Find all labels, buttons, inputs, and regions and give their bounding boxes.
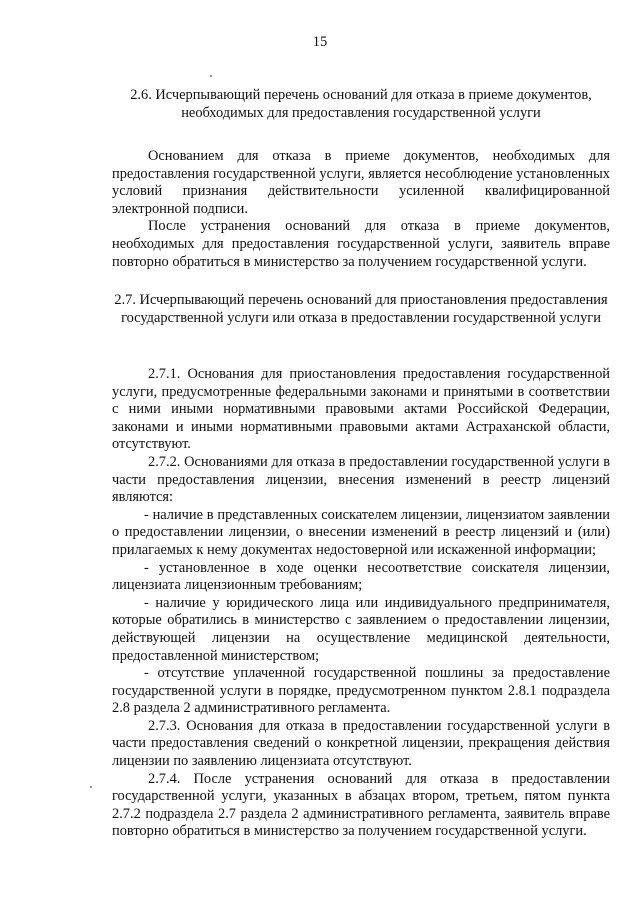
section-2-6-body — [112, 148, 610, 271]
list-item: - установленное в ходе оценки несоответствие соискателя лицензии, лицензиата лицензионным требованиям; — [112, 559, 610, 594]
list-item: - отсутствие уплаченной государственной пошлины за предоставление государственной услуги в порядке, предусмотренном пунктом 2.8.1 подраздела 2.8 раздела 2 административного регламента. — [112, 665, 610, 717]
scan-speck — [90, 786, 92, 788]
scan-speck — [210, 75, 212, 77]
section-2-7-body — [112, 366, 610, 841]
paragraph-2-7-4: 2.7.4. После устранения оснований для отказа в предоставлении государственной услуги, указанных в абзацах втором, третьем, пятом пункта 2.7.2 подраздела 2.7 раздела 2 административного регламента, заявитель вправе повторно обратиться в министерство за получением государственной услуги. — [112, 770, 610, 840]
page-number: 15 — [312, 34, 328, 50]
paragraph: После устранения оснований для отказа в приеме документов, необходимых для предоставления государственной услуги, заявитель вправе повторно обратиться в министерство за получением государственной услуги. — [112, 218, 610, 270]
section-2-7-heading: 2.7. Исчерпывающий перечень оснований для приостановления предоставления государственной услуги или отказа в предоставлении государственной услуги — [114, 292, 608, 326]
section-2-6-heading: 2.6. Исчерпывающий перечень оснований для отказа в приеме документов, необходимых для предоставления государственной услуги — [130, 87, 592, 121]
paragraph-2-7-3: 2.7.3. Основания для отказа в предоставлении государственной услуги в части предоставления сведений о конкретной лицензии, прекращения действия лицензии по заявлению лицензиата отсутствуют. — [112, 717, 610, 770]
paragraph: Основанием для отказа в приеме документов, необходимых для предоставления государственной услуги, является несоблюдение установленных условий признания действительности усиленной квалифицированной электронной подписи. — [112, 148, 610, 217]
paragraph-2-7-1: 2.7.1. Основания для приостановления предоставления государственной услуги, предусмотренные федеральными законами и принятыми в соответствии с ними иными нормативными правовыми актами Российской Федерации, законами и иными нормативными правовыми актами Астраханской области, отсутствуют. — [112, 366, 610, 453]
list-item: - наличие у юридического лица или индивидуального предпринимателя, которые обратились в министерство с заявлением о предоставлении лицензии, действующей лицензии на осуществление медицинской деятельности, предоставленной министерством; — [112, 594, 610, 664]
list-item: - наличие в представленных соискателем лицензии, лицензиатом заявлении о предоставлении лицензии, о внесении изменений в реестр лицензий и (или) прилагаемых к нему документах недостоверной или искаженной информации; — [112, 506, 610, 558]
paragraph-2-7-2: 2.7.2. Основаниями для отказа в предоставлении государственной услуги в части предоставления лицензии, внесения изменений в реестр лицензий являются: — [112, 453, 610, 506]
